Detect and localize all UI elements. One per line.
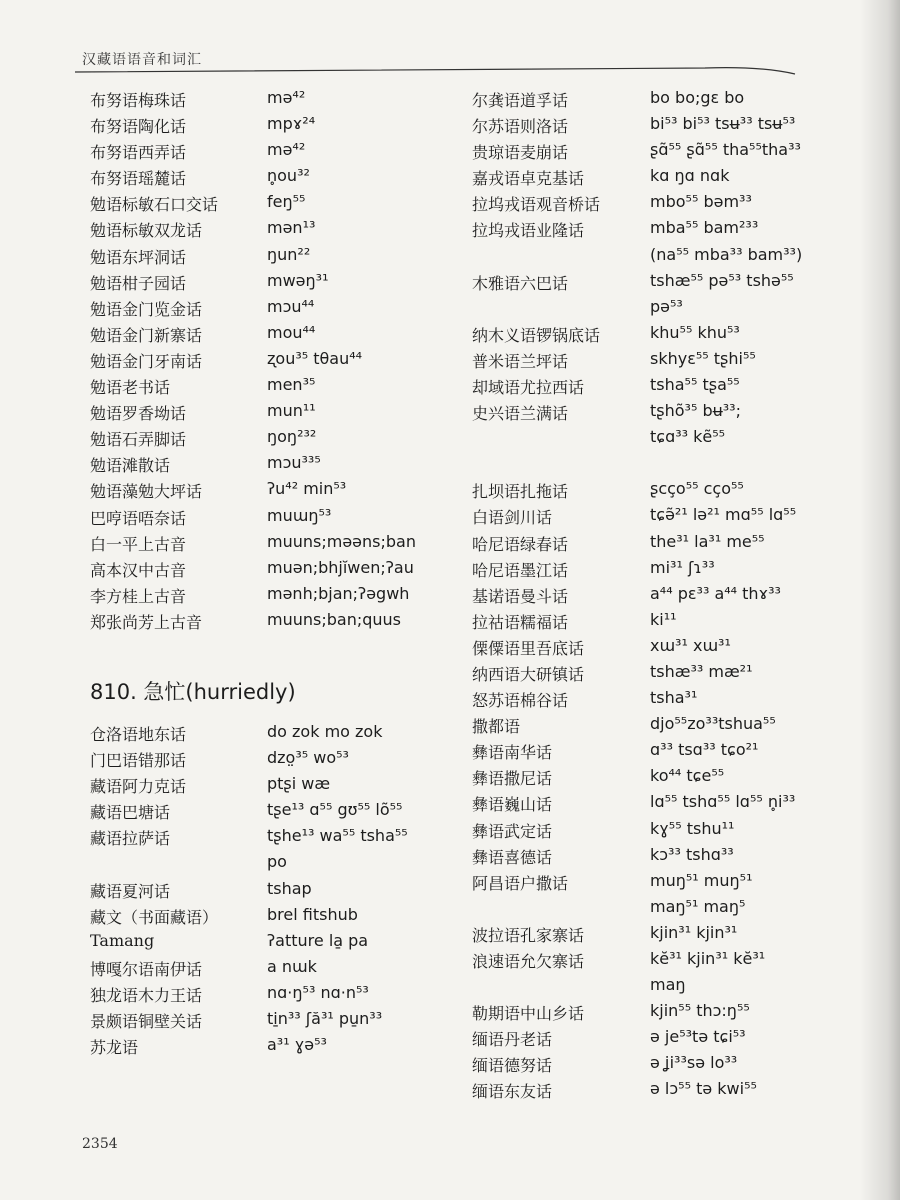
phonetic-form: maŋ⁵¹ maŋ⁵ xyxy=(650,896,746,916)
phonetic-form: a⁴⁴ pɛ³³ a⁴⁴ thɤ³³ xyxy=(650,583,781,603)
language-name: 勉语金门览金话 xyxy=(90,299,203,319)
entry-row xyxy=(90,929,435,955)
language-name: 彝语喜德话 xyxy=(472,847,553,867)
language-name: 藏文（书面藏语） xyxy=(90,907,219,927)
language-name: 巴哼语唔奈话 xyxy=(90,508,187,528)
phonetic-form: tɕə̃²¹ lə²¹ mɑ⁵⁵ lɑ⁵⁵ xyxy=(650,505,797,525)
entry-row xyxy=(90,164,435,190)
language-name: 博嘎尔语南伊话 xyxy=(90,959,203,979)
phonetic-form: mi³¹ ʃɿ³³ xyxy=(650,557,715,577)
phonetic-form: a³¹ ɣə⁵³ xyxy=(267,1035,327,1055)
phonetic-form: pə⁵³ xyxy=(650,296,683,316)
entry-row xyxy=(90,746,435,772)
entry-row xyxy=(472,660,872,686)
left-column xyxy=(90,86,435,1059)
phonetic-form: tsha⁵⁵ tʂa⁵⁵ xyxy=(650,375,740,395)
phonetic-form: brel fitshub xyxy=(267,904,358,924)
entry-row xyxy=(472,582,872,608)
language-name: 独龙语木力王话 xyxy=(90,985,203,1005)
entry-row xyxy=(472,556,872,582)
entry-row xyxy=(90,216,435,242)
phonetic-form: dzo̤³⁵ wo⁵³ xyxy=(267,748,349,768)
running-header: 汉藏语语音和词汇 xyxy=(82,52,202,68)
entry-row xyxy=(472,269,872,295)
language-name: 木雅语六巴话 xyxy=(472,273,569,293)
phonetic-form: do zok mo zok xyxy=(267,721,383,741)
language-name: 彝语武定话 xyxy=(472,821,553,841)
entry-row xyxy=(90,955,435,981)
phonetic-form: mun¹¹ xyxy=(267,401,316,421)
phonetic-form: kɑ ŋɑ nɑk xyxy=(650,166,730,186)
phonetic-form: ŋun²² xyxy=(267,244,311,264)
phonetic-form: men³⁵ xyxy=(267,375,316,395)
entry-row xyxy=(472,843,872,869)
phonetic-form: lɑ⁵⁵ tshɑ⁵⁵ lɑ⁵⁵ n̥i³³ xyxy=(650,792,796,812)
phonetic-form: ɑ³³ tsɑ³³ tɕo²¹ xyxy=(650,740,759,760)
language-name: 白一平上古音 xyxy=(90,534,187,554)
language-name: Tamang xyxy=(90,930,155,950)
entry-row xyxy=(90,477,435,503)
language-name: 白语剑川话 xyxy=(472,508,553,528)
phonetic-form: tshap xyxy=(267,878,312,898)
language-name: 布努语梅珠话 xyxy=(90,91,187,110)
language-name: 勉语滩散话 xyxy=(90,456,171,476)
entry-row xyxy=(90,824,435,850)
entry-row xyxy=(90,582,435,608)
language-name: 缅语德努话 xyxy=(472,1056,553,1076)
language-name: 却域语尤拉西话 xyxy=(472,378,585,398)
phonetic-form: ə ʝi³³sə lo³³ xyxy=(650,1053,738,1073)
phonetic-form: tʂe¹³ ɑ⁵⁵ gʊ⁵⁵ lõ⁵⁵ xyxy=(267,800,403,820)
entry-row xyxy=(90,850,435,876)
entry-row xyxy=(90,373,435,399)
page-number: 2354 xyxy=(82,1136,118,1152)
phonetic-form: ʔu⁴² min⁵³ xyxy=(267,479,347,499)
language-name: 阿昌语户撒话 xyxy=(472,873,569,893)
language-name: 基诺语曼斗话 xyxy=(472,586,569,606)
entry-row xyxy=(472,686,872,712)
language-name: 波拉语孔家寨话 xyxy=(472,925,585,945)
phonetic-form: khu⁵⁵ khu⁵³ xyxy=(650,322,740,342)
entry-row xyxy=(90,772,435,798)
language-name: 贵琼语麦崩话 xyxy=(472,143,569,163)
language-name: 勉语柑子园话 xyxy=(90,273,187,293)
phonetic-form: (na⁵⁵ mba³³ bam³³) xyxy=(650,244,803,264)
language-name: 彝语撒尼话 xyxy=(472,769,553,789)
phonetic-form: ʂɑ̃⁵⁵ ʂɑ̃⁵⁵ tha⁵⁵tha³³ xyxy=(650,140,801,160)
phonetic-form: mə⁴² xyxy=(267,140,306,160)
entry-row xyxy=(90,269,435,295)
entry-row xyxy=(472,347,872,373)
language-name: 纳木义语锣锅底话 xyxy=(472,325,601,345)
phonetic-form: ə je⁵³tə tɕi⁵³ xyxy=(650,1027,746,1047)
language-name: 藏语阿力克话 xyxy=(90,777,187,797)
page-gutter-shadow xyxy=(860,0,900,1200)
language-name: 史兴语兰满话 xyxy=(472,404,569,424)
entry-row xyxy=(472,895,872,921)
entry-row xyxy=(90,86,435,112)
phonetic-form: djo⁵⁵zo³³tshua⁵⁵ xyxy=(650,714,776,734)
phonetic-form: ti̱n³³ ʃă³¹ pu̱n³³ xyxy=(267,1009,383,1028)
phonetic-form: muŋ⁵¹ muŋ⁵¹ xyxy=(650,870,753,890)
entry-row xyxy=(90,451,435,477)
language-name: 彝语南华话 xyxy=(472,743,553,763)
language-name: 勉语东坪洞话 xyxy=(90,247,187,267)
phonetic-form: mou⁴⁴ xyxy=(267,322,316,342)
phonetic-form: ŋoŋ²³² xyxy=(267,427,317,447)
language-name: 嘉戎语卓克基话 xyxy=(472,169,585,189)
entry-row xyxy=(472,947,872,973)
entry-row xyxy=(472,164,872,190)
entry-row xyxy=(472,973,872,999)
entry-row xyxy=(472,817,872,843)
phonetic-form: ptʂi wæ xyxy=(267,774,331,794)
language-name: 浪速语允欠寨话 xyxy=(472,952,585,971)
entry-row xyxy=(472,921,872,947)
phonetic-form: maŋ xyxy=(650,975,686,995)
phonetic-form: ʔatture la̱ pa xyxy=(267,930,369,950)
language-name: 勉语标敏石口交话 xyxy=(90,195,219,215)
phonetic-form: mɔu⁴⁴ xyxy=(267,296,315,316)
language-name: 布努语陶化话 xyxy=(90,117,187,137)
entry-row xyxy=(472,216,872,242)
language-name: 勉语老书话 xyxy=(90,378,171,398)
entry-row xyxy=(472,634,872,660)
entry-row xyxy=(472,764,872,790)
entry-row xyxy=(472,1025,872,1051)
entry-row xyxy=(90,112,435,138)
phonetic-form: kɣ⁵⁵ tshu¹¹ xyxy=(650,818,735,838)
entry-row xyxy=(90,798,435,824)
entry-row xyxy=(90,243,435,269)
entry-row xyxy=(472,1051,872,1077)
entry-row xyxy=(472,86,872,112)
language-name: 怒苏语棉谷话 xyxy=(472,691,569,711)
phonetic-form: kjin⁵⁵ thɔ:ŋ⁵⁵ xyxy=(650,1001,750,1021)
phonetic-form: mən¹³ xyxy=(267,218,316,238)
entry-row xyxy=(472,373,872,399)
language-name: 勉语金门牙南话 xyxy=(90,351,203,371)
phonetic-form: bo bo;gɛ bo xyxy=(650,88,745,107)
entry-row xyxy=(472,295,872,321)
phonetic-form: skhyɛ⁵⁵ tʂhi⁵⁵ xyxy=(650,348,756,368)
entry-row xyxy=(472,399,872,425)
phonetic-form: mwəŋ³¹ xyxy=(267,270,329,290)
phonetic-form: tshæ³³ mæ²¹ xyxy=(650,661,753,681)
phonetic-form: mpɤ²⁴ xyxy=(267,114,316,134)
entry-row xyxy=(472,869,872,895)
language-name: 傈僳语里吾底话 xyxy=(472,638,585,658)
language-name: 缅语东友话 xyxy=(472,1082,553,1102)
phonetic-form: po xyxy=(267,852,287,872)
language-name: 撒都语 xyxy=(472,717,521,737)
phonetic-form: tʂhe¹³ wa⁵⁵ tsha⁵⁵ xyxy=(267,826,408,846)
entry-row xyxy=(472,608,872,634)
phonetic-form: tsha³¹ xyxy=(650,688,698,708)
language-name: 勒期语中山乡话 xyxy=(472,1004,585,1024)
left-section-entries xyxy=(90,720,435,1059)
language-name: 布努语瑶麓话 xyxy=(90,169,187,189)
left-top-entries xyxy=(90,86,435,634)
language-name: 拉祜语糯福话 xyxy=(472,612,569,632)
language-name: 普米语兰坪话 xyxy=(472,351,569,371)
phonetic-form: ə lɔ⁵⁵ tə kwi⁵⁵ xyxy=(650,1079,757,1099)
language-name: 勉语石弄脚话 xyxy=(90,430,187,450)
phonetic-form: mbo⁵⁵ bəm³³ xyxy=(650,192,752,212)
phonetic-form: mba⁵⁵ bam²³³ xyxy=(650,218,759,238)
phonetic-form: kjin³¹ kjin³¹ xyxy=(650,922,738,942)
language-name: 藏语巴塘话 xyxy=(90,803,171,823)
right-column-entries xyxy=(472,86,872,1104)
language-name: 哈尼语绿春话 xyxy=(472,534,569,554)
entry-row xyxy=(472,503,872,529)
entry-row xyxy=(472,477,872,503)
entry-row xyxy=(90,877,435,903)
entry-row xyxy=(472,425,872,451)
entry-row xyxy=(472,138,872,164)
language-name: 勉语标敏双龙话 xyxy=(90,221,203,241)
language-name: 彝语巍山话 xyxy=(472,795,553,815)
phonetic-form: a nɯk xyxy=(267,956,317,976)
entry-row xyxy=(472,1077,872,1103)
language-name: 景颇语铜壁关话 xyxy=(90,1012,203,1031)
entry-row xyxy=(90,720,435,746)
phonetic-form: muuns;ban;quus xyxy=(267,609,401,629)
entry-row xyxy=(90,321,435,347)
language-name: 尔苏语则洛话 xyxy=(472,117,569,137)
phonetic-form: bi⁵³ bi⁵³ tsʉ³³ tsʉ⁵³ xyxy=(650,114,796,134)
entry-row xyxy=(472,190,872,216)
header-rule xyxy=(0,0,900,90)
phonetic-form: muən;bhjĭwen;ʔau xyxy=(267,557,414,577)
phonetic-form: muɯŋ⁵³ xyxy=(267,505,332,525)
phonetic-form: ʂcço⁵⁵ cço⁵⁵ xyxy=(650,479,744,499)
phonetic-form: n̥ou³² xyxy=(267,166,310,186)
phonetic-form: mɔu³³⁵ xyxy=(267,453,321,473)
phonetic-form: ki¹¹ xyxy=(650,609,677,629)
phonetic-form: kĕ³¹ kjin³¹ kĕ³¹ xyxy=(650,949,766,968)
entry-row xyxy=(472,999,872,1025)
language-name: 勉语罗香坳话 xyxy=(90,404,187,424)
entry-row xyxy=(90,190,435,216)
phonetic-form: tɕɑ³³ kẽ⁵⁵ xyxy=(650,427,726,447)
phonetic-form: feŋ⁵⁵ xyxy=(267,192,306,212)
entry-row xyxy=(90,138,435,164)
language-name: 勉语藻勉大坪话 xyxy=(90,482,203,502)
language-name: 勉语金门新寨话 xyxy=(90,325,203,345)
language-name: 藏语拉萨话 xyxy=(90,829,171,849)
entry-row xyxy=(472,112,872,138)
phonetic-form: the³¹ la³¹ me⁵⁵ xyxy=(650,531,765,551)
section-heading: 810. 急忙(hurriedly) xyxy=(90,679,296,704)
language-name: 苏龙语 xyxy=(90,1038,139,1058)
entry-row xyxy=(90,1033,435,1059)
right-column xyxy=(472,86,872,1104)
entry-row xyxy=(90,1007,435,1033)
entry-row xyxy=(90,504,435,530)
phonetic-form: kɔ³³ tshɑ³³ xyxy=(650,844,734,864)
entry-row xyxy=(90,399,435,425)
language-name: 拉坞戎语业隆话 xyxy=(472,221,585,241)
entry-row xyxy=(472,321,872,347)
language-name: 门巴语错那话 xyxy=(90,751,187,771)
language-name: 纳西语大研镇话 xyxy=(472,664,585,684)
language-name: 仓洛语地东话 xyxy=(90,724,187,744)
entry-row xyxy=(90,556,435,582)
entry-row xyxy=(90,981,435,1007)
language-name: 高本汉中古音 xyxy=(90,560,187,580)
entry-row xyxy=(472,530,872,556)
language-name: 尔龚语道孚话 xyxy=(472,91,569,110)
language-name: 郑张尚芳上古音 xyxy=(90,612,203,632)
phonetic-form: muuns;məəns;ban xyxy=(267,531,416,551)
language-name: 拉坞戎语观音桥话 xyxy=(472,195,601,215)
phonetic-form: ko⁴⁴ tɕe⁵⁵ xyxy=(650,766,725,786)
language-name: 布努语西弄话 xyxy=(90,143,187,163)
entry-row xyxy=(472,790,872,816)
language-name: 扎坝语扎拖话 xyxy=(472,482,569,502)
entry-row xyxy=(90,608,435,634)
phonetic-form: mə⁴² xyxy=(267,88,306,107)
phonetic-form: mənh;bjan;ʔəgwh xyxy=(267,583,410,603)
entry-row xyxy=(90,530,435,556)
language-name: 藏语夏河话 xyxy=(90,881,171,901)
entry-row xyxy=(472,243,872,269)
entry-row xyxy=(90,903,435,929)
entry-row xyxy=(472,738,872,764)
entry-row xyxy=(472,712,872,738)
language-name: 缅语丹老话 xyxy=(472,1030,553,1050)
phonetic-form: xɯ³¹ xɯ³¹ xyxy=(650,635,731,655)
language-name: 哈尼语墨江话 xyxy=(472,560,569,580)
phonetic-form: ʐou³⁵ tθau⁴⁴ xyxy=(267,348,363,368)
phonetic-form: nɑ·ŋ⁵³ nɑ·n⁵³ xyxy=(267,982,369,1002)
phonetic-form: tʂhõ³⁵ bʉ³³; xyxy=(650,401,741,421)
entry-row xyxy=(90,347,435,373)
entry-row xyxy=(90,295,435,321)
entry-row xyxy=(90,425,435,451)
language-name: 李方桂上古音 xyxy=(90,586,187,606)
phonetic-form: tshæ⁵⁵ pə⁵³ tshə⁵⁵ xyxy=(650,270,794,290)
